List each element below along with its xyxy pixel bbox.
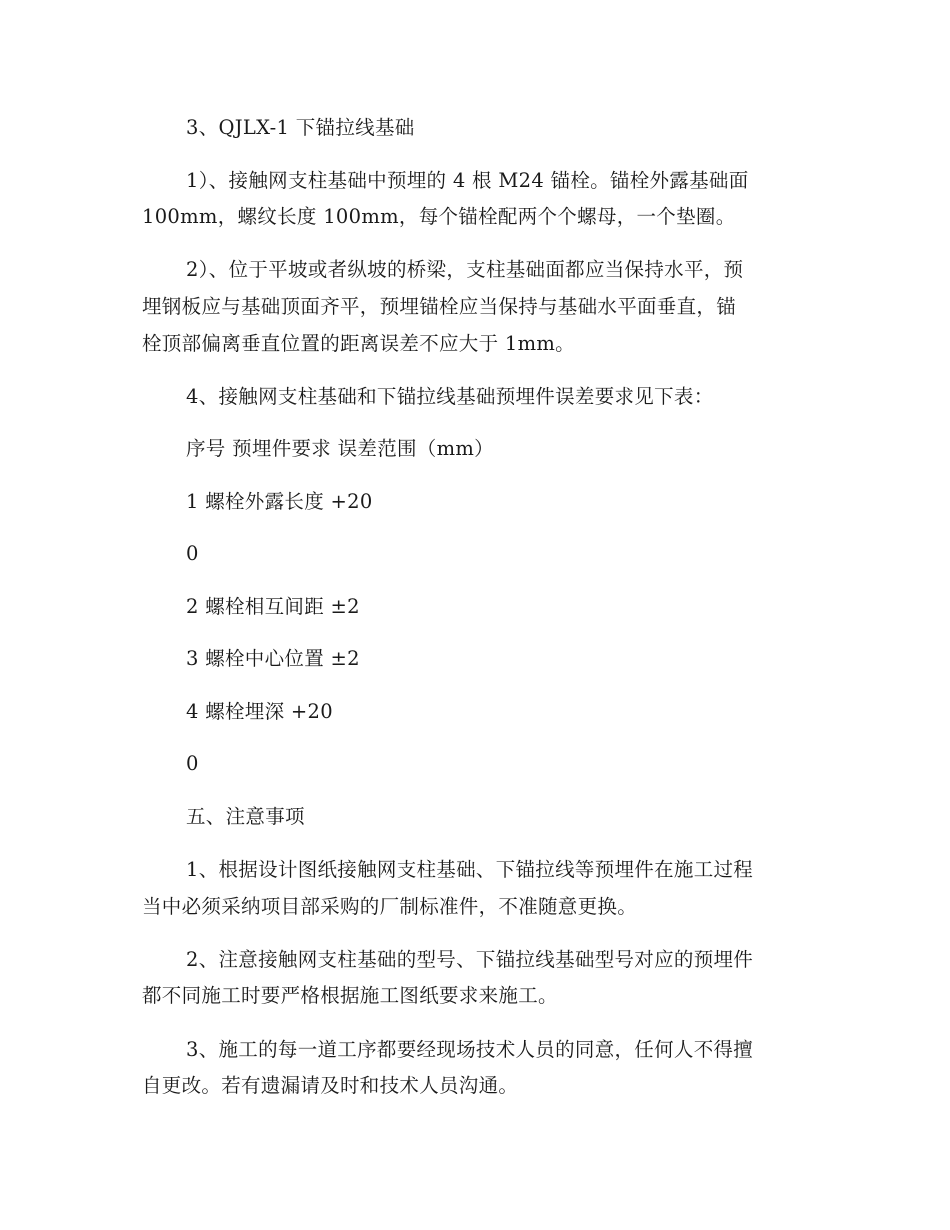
table-header: 序号 预埋件要求 误差范围（mm）	[186, 437, 494, 460]
table-row-1: 1 螺栓外露长度 +20	[186, 490, 373, 513]
note2-line2: 都不同施工时要严格根据施工图纸要求来施工。	[142, 984, 558, 1007]
table-row-3: 3 螺栓中心位置 ±2	[186, 647, 360, 670]
section3-heading: 3、QJLX-1 下锚拉线基础	[186, 116, 415, 139]
table-row-4: 4 螺栓埋深 +20	[186, 700, 333, 723]
item1-line2: 100mm，螺纹长度 100mm，每个锚栓配两个个螺母，一个垫圈。	[142, 205, 736, 228]
item1-line1: 1）、接触网支柱基础中预埋的 4 根 M24 锚栓。锚栓外露基础面	[186, 169, 749, 192]
note1-line1: 1、根据设计图纸接触网支柱基础、下锚拉线等预埋件在施工过程	[186, 858, 754, 881]
section5-heading: 五、注意事项	[186, 805, 305, 828]
table-row-1-cont: 0	[186, 542, 199, 565]
note3-line1: 3、施工的每一道工序都要经现场技术人员的同意，任何人不得擅	[186, 1038, 754, 1061]
note1-line2: 当中必须采纳项目部采购的厂制标准件，不准随意更换。	[142, 895, 638, 918]
table-row-4-cont: 0	[186, 752, 199, 775]
item2-line1: 2）、位于平坡或者纵坡的桥梁，支柱基础面都应当保持水平，预	[186, 258, 744, 281]
item2-line3: 栓顶部偏离垂直位置的距离误差不应大于 1mm。	[142, 332, 575, 355]
section4-heading: 4、接触网支柱基础和下锚拉线基础预埋件误差要求见下表：	[186, 385, 714, 408]
note2-line1: 2、注意接触网支柱基础的型号、下锚拉线基础型号对应的预埋件	[186, 948, 754, 971]
item2-line2: 埋钢板应与基础顶面齐平，预埋锚栓应当保持与基础水平面垂直，锚	[142, 295, 737, 318]
table-row-2: 2 螺栓相互间距 ±2	[186, 595, 360, 618]
note3-line2: 自更改。若有遗漏请及时和技术人员沟通。	[142, 1074, 519, 1097]
